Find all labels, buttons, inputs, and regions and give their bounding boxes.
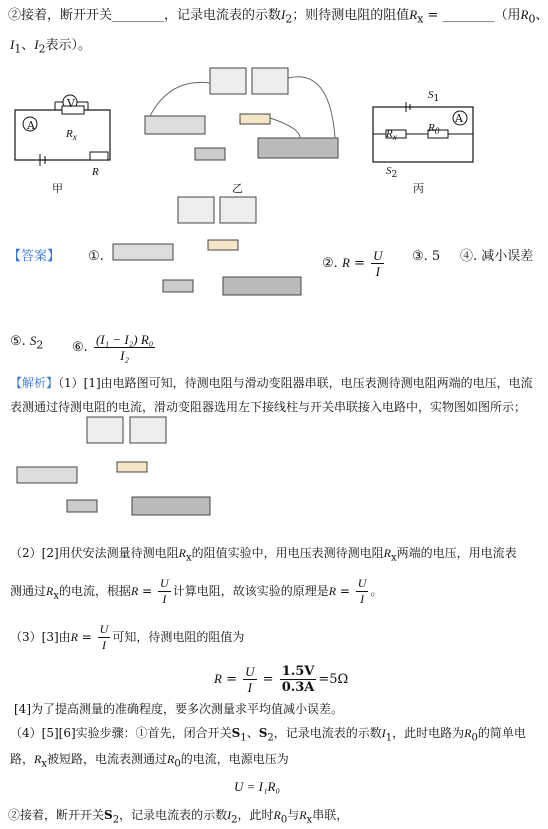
answer-tag: 【答案】 (8, 249, 61, 264)
answer-item-6: ⑥. $\frac{\text{(I₁ − I₂) R₀}}{\text{I₂}}$ (72, 332, 154, 363)
analysis-p3-equation: R = $\frac{U}{I}$ = $\frac{1.5V}{0.3A}$ =5Ω (214, 664, 349, 695)
apparatus-figure-answer (108, 192, 303, 302)
answer-item-1: ①. (88, 249, 104, 264)
apparatus-figure-analysis (12, 412, 212, 522)
label-r-jia: R (92, 166, 99, 178)
apparatus-figure-yi (140, 58, 340, 183)
question-line-1: ②接着，断开开关________，记录电流表的示数$I_2$；则待测电阻的阻值$R_x$ = ________（用$R_0$、 (8, 7, 548, 26)
label-rx-jia: $R_x$ (66, 128, 77, 143)
label-s2: $S_2$ (386, 165, 398, 181)
analysis-p5a: （4）[5][6]实验步骤：①首先，闭合开关$S_1$、$S_2$，记录电流表的示数$I_1$，此时电路为$R_0$的简单电 (10, 726, 526, 744)
analysis-p3a: （3）[3]由R = $\frac{U}{I}$ 可知，待测电阻的阻值为 (10, 622, 245, 652)
analysis-p6a: ②接着，断开开关$S_2$，记录电流表的示数$I_2$，此时$R_0$与$R_x$串联， (8, 808, 349, 826)
analysis-p4: [4]为了提高测量的准确程度，要多次测量求平均值减小误差。 (14, 702, 344, 716)
figure-label-yi: 乙 (232, 182, 243, 195)
label-voltmeter-v: V (67, 97, 75, 110)
label-r0-bing: $R_0$ (428, 122, 440, 137)
label-ammeter-bing: A (455, 112, 463, 125)
analysis-p1b: 表测通过待测电阻的电流，滑动变阻器选用左下接线柱与开关串联接入电路中，实物图如图所示； (10, 400, 527, 414)
analysis-p1a: 【解析】（1）[1]由电路图可知，待测电阻与滑动变阻器串联，电压表测待测电阻两端的电压，电流 (10, 376, 533, 390)
answer-item-3: ③. 5 (412, 249, 441, 264)
analysis-p5b: 路，$R_x$被短路，电流表测通过$R_0$的电流，电源电压为 (10, 752, 289, 770)
answer-item-4: ④. 减小误差 (460, 249, 534, 264)
label-rx-bing: $R_x$ (386, 128, 397, 143)
label-s1: $S_1$ (428, 89, 440, 105)
analysis-p2a: （2）[2]用伏安法测量待测电阻$R_x$的阻值实验中，用电压表测待测电阻$R_x$两端的电压，用电流表 (10, 546, 517, 564)
answer-item-5: ⑤. $S_2$ (10, 333, 44, 352)
question-line-2: $I_1$、$I_2$表示）。 (10, 37, 91, 56)
analysis-p5-equation: U = I₁R₀ (234, 779, 280, 794)
analysis-p2b: 测通过$R_x$的电流，根据R = $\frac{U}{I}$ 计算电阻，故该实验的原理是R = $\frac{U}{I}$ 。 (10, 576, 383, 606)
answer-item-2: ②. R = $\frac{U}{I}$ (322, 248, 383, 279)
figure-label-bing: 丙 (413, 182, 424, 195)
label-ammeter-a: A (27, 119, 35, 132)
figure-label-jia: 甲 (52, 182, 63, 195)
